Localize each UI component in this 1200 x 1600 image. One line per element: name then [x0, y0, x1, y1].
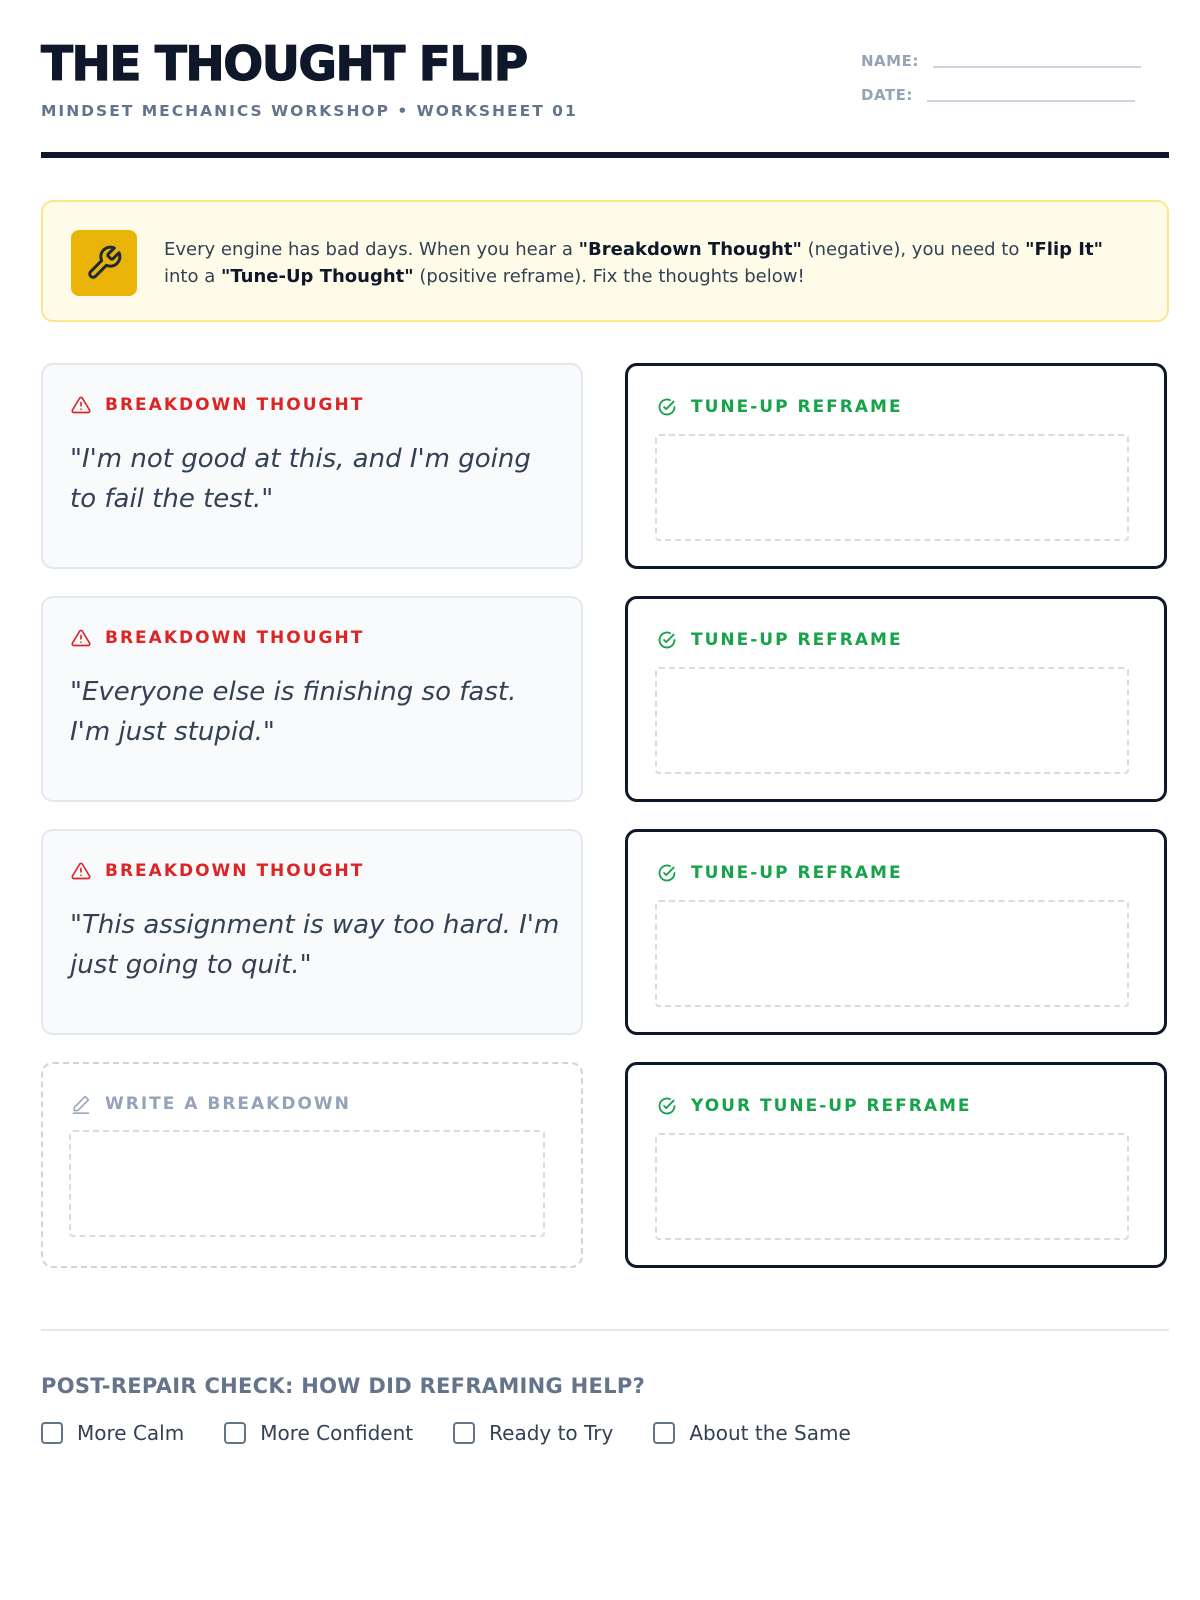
check-circle-icon: [656, 862, 678, 884]
check-option-label: Ready to Try: [489, 1421, 614, 1445]
check-option[interactable]: [41, 1421, 184, 1445]
date-field[interactable]: [927, 99, 1135, 102]
breakdown-label: BREAKDOWN THOUGHT: [70, 860, 364, 882]
instructions-callout: [41, 200, 1169, 322]
breakdown-label: BREAKDOWN THOUGHT: [70, 627, 364, 649]
check-option[interactable]: [224, 1421, 413, 1445]
warning-triangle-icon: [70, 394, 92, 416]
header-divider: [41, 152, 1169, 158]
page-subtitle: MINDSET MECHANICS WORKSHOP • WORKSHEET 01: [41, 102, 578, 120]
tuneup-label: TUNE-UP REFRAME: [656, 396, 903, 418]
breakdown-card: [41, 363, 583, 569]
check-option-label: About the Same: [689, 1421, 851, 1445]
wrench-icon: [71, 230, 137, 296]
section-divider: [41, 1329, 1169, 1331]
breakdown-label: BREAKDOWN THOUGHT: [70, 394, 364, 416]
check-options: [41, 1421, 891, 1445]
tuneup-card: [625, 363, 1167, 569]
checkbox[interactable]: [453, 1422, 475, 1444]
date-field-row: [861, 86, 1135, 104]
instructions-text: Every engine has bad days. When you hear a "Breakdown Thought" (negative), you need to "Flip It" into a "Tune-Up Thought" (positive reframe). Fix the thoughts below!: [164, 239, 1103, 287]
check-option-label: More Calm: [77, 1421, 185, 1445]
breakdown-quote: "I'm not good at this, and I'm going to fail the test.": [70, 444, 531, 514]
custom-breakdown-answer-box[interactable]: [69, 1130, 545, 1237]
tuneup-label: YOUR TUNE-UP REFRAME: [656, 1095, 972, 1117]
tuneup-label: TUNE-UP REFRAME: [656, 629, 903, 651]
warning-triangle-icon: [70, 627, 92, 649]
checkbox[interactable]: [41, 1422, 63, 1444]
tuneup-card: [625, 1062, 1167, 1268]
breakdown-quote: "Everyone else is finishing so fast. I'm just stupid.": [70, 677, 517, 747]
breakdown-card: [41, 596, 583, 802]
custom-breakdown-card: [41, 1062, 583, 1268]
warning-triangle-icon: [70, 860, 92, 882]
name-label: NAME:: [861, 52, 919, 70]
worksheet-page: [41, 0, 1169, 1445]
check-circle-icon: [656, 396, 678, 418]
reframe-answer-box[interactable]: [655, 1133, 1129, 1240]
date-label: DATE:: [861, 86, 913, 104]
check-option[interactable]: [653, 1421, 850, 1445]
name-field-row: [861, 52, 1141, 70]
reframe-answer-box[interactable]: [655, 900, 1129, 1007]
breakdown-quote: "This assignment is way too hard. I'm just going to quit.": [70, 910, 560, 980]
checkbox[interactable]: [653, 1422, 675, 1444]
tuneup-label: TUNE-UP REFRAME: [656, 862, 903, 884]
tuneup-card: [625, 829, 1167, 1035]
check-circle-icon: [656, 629, 678, 651]
breakdown-card: [41, 829, 583, 1035]
tuneup-card: [625, 596, 1167, 802]
pencil-icon: [70, 1093, 92, 1115]
check-circle-icon: [656, 1095, 678, 1117]
worksheet-header: [41, 0, 1169, 156]
check-title: POST-REPAIR CHECK: HOW DID REFRAMING HELP?: [41, 1374, 646, 1398]
page-title: THE THOUGHT FLIP: [41, 37, 527, 92]
reframe-answer-box[interactable]: [655, 434, 1129, 541]
check-option-label: More Confident: [260, 1421, 414, 1445]
check-option[interactable]: [453, 1421, 613, 1445]
reframe-answer-box[interactable]: [655, 667, 1129, 774]
name-field[interactable]: [933, 65, 1141, 68]
custom-breakdown-label: WRITE A BREAKDOWN: [70, 1093, 351, 1115]
checkbox[interactable]: [224, 1422, 246, 1444]
